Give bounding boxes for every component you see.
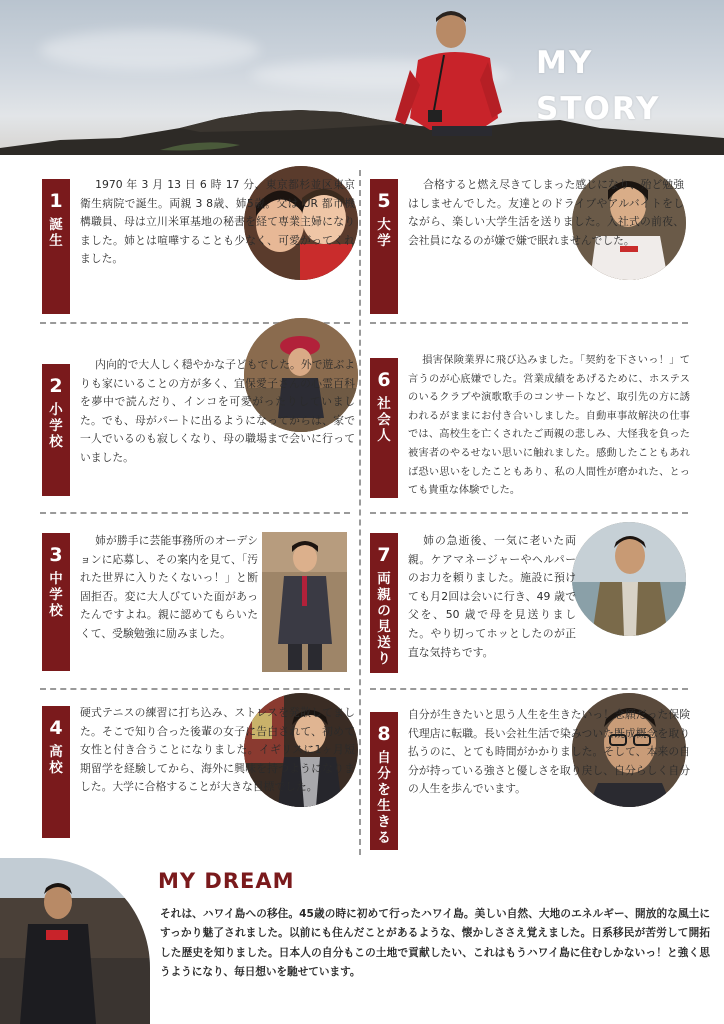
section-tab-5: [370, 179, 398, 314]
dream-text: それは、ハワイ島への移住。45歳の時に初めて行ったハワイ島。美しい自然、大地のエネルギー、開放的な風土にすっかり魅了されました。以前にも住んだことがあるような、懐かしささえ覚えました。日系移民が苦労して開拓した歴史を知りました。日本人の自分もこの土地で貢献したい、これはもうハワイ島に住むしかないっ！と強く思うようになり、毎日想いを馳せています。: [160, 908, 710, 979]
section-text-3: 姉が勝手に芸能事務所のオーデションに応募し、その案内を見て、「汚れた世界に入りたくないっ！」と断固拒否。変に大人びていた面があったんですよね。親に認めてもらいたくて、受験勉強に励みました。: [80, 534, 258, 640]
section-tab-1: [42, 179, 70, 314]
section-tab-2: [42, 364, 70, 496]
section-tab-6: [370, 358, 398, 498]
dream-title: MY DREAM: [158, 869, 295, 893]
section-text-8: 自分が生きたいと思う人生を生きたいっ！念願だった保険代理店に転職。長い会社生活で染みついた既成概念を取り払うのに、とても時間がかかりました。そして、本来の自分が持っている強さと優しさを取り戻し、自分らしく自分の人生を歩んでいます。: [408, 708, 690, 796]
section-text-4: 硬式テニスの練習に打ち込み、ストレスを発散してました。そこで知り合った後輩の女子に告白されて、初めて女性と付き合うことになりました。イギリスに1ヶ月短期留学を経験してから、海外に興味を持つようになりました。大学に合格することが大きな目標でした。: [80, 706, 355, 794]
section-text-7: 姉の急逝後、一気に老いた両親。ケアマネージャーやヘルパーのお力を頼りました。施設に預けても月2回は会いに行き、49 歳で父を、50 歳で母を見送りました。やり切ってホッとしたのが正直な気持ちです。: [408, 534, 576, 659]
row-divider: [40, 688, 350, 690]
section-title: 社会人: [377, 396, 391, 444]
section-title: 誕生: [49, 217, 63, 249]
section-text-6: 損害保険業界に飛び込みました。「契約を下さいっ！」て言うのが心底嫌でした。営業成績をあげるために、ホステスのいるクラブや演歌歌手のコンサートなど、取引先の方に誘われるがままにお付き合いしました。自動車事故解決の仕事では、高校生を亡くされたご両親の悲しみ、大怪我を負った被害者のやるせない思いに触れました。感動したこともあれば恐い思いをしたこともあり、私の人間性が磨かれた、とっても貴重な体験でした。: [408, 355, 690, 497]
column-divider: [359, 170, 361, 855]
row-divider: [370, 322, 688, 324]
photo-dream: [0, 858, 150, 1024]
section-title: 自分を生きる: [377, 750, 391, 846]
section-tab-3: [42, 533, 70, 671]
section-number: 8: [377, 723, 391, 745]
header-banner: [0, 0, 724, 155]
section-number: 1: [49, 190, 63, 212]
section-tab-4: [42, 706, 70, 838]
section-title: 大学: [377, 217, 391, 249]
section-number: 6: [377, 369, 391, 391]
row-divider: [40, 512, 350, 514]
section-number: 3: [49, 544, 63, 566]
section-title: 中学校: [49, 571, 63, 619]
page-title: [536, 40, 686, 132]
photo-parents: [572, 522, 686, 636]
section-number: 2: [49, 375, 63, 397]
section-number: 5: [377, 190, 391, 212]
section-tab-8: [370, 712, 398, 850]
title-line-my: MY: [536, 45, 594, 81]
section-text-2: 内向的で大人しく穏やかな子どもでした。外で遊ぶよりも家にいることの方が多く、宜保愛子さんの心霊百科を夢中で読んだり、インコを可愛がったりしていました。でも、母がパートに出るようになってからは、家で一人でいるのも寂しくなり、母の職場まで会いに行っていました。: [80, 358, 355, 464]
section-title: 小学校: [49, 402, 63, 450]
section-text-5: 合格すると燃え尽きてしまった感じになり、殆ど勉強はしませんでした。友達とのドライブやアルバイトをしながら、楽しい大学生活を送りました。入社式の前夜、会社員になるのが嫌で嫌で眠れませんでした。: [408, 178, 684, 247]
section-tab-7: [370, 533, 398, 673]
section-number: 7: [377, 544, 391, 566]
row-divider: [370, 688, 688, 690]
section-title: 高校: [49, 744, 63, 776]
photo-junior-high: [262, 532, 347, 672]
section-number: 4: [49, 717, 63, 739]
person-figure: [395, 11, 502, 136]
section-text-1: 1970 年 3 月 13 日 6 時 17 分、東京都杉並区東京衛生病院で誕生。両親 3 8歳、姉5歳。父は UR 都市機構職員、母は立川米軍基地の秘書を経て専業主婦になりました。姉とは喧嘩することも少なく、可愛がってくれました。: [80, 178, 355, 266]
row-divider: [370, 512, 688, 514]
section-title: 両親の見送り: [377, 571, 391, 667]
title-line-story: STORY: [536, 91, 661, 127]
